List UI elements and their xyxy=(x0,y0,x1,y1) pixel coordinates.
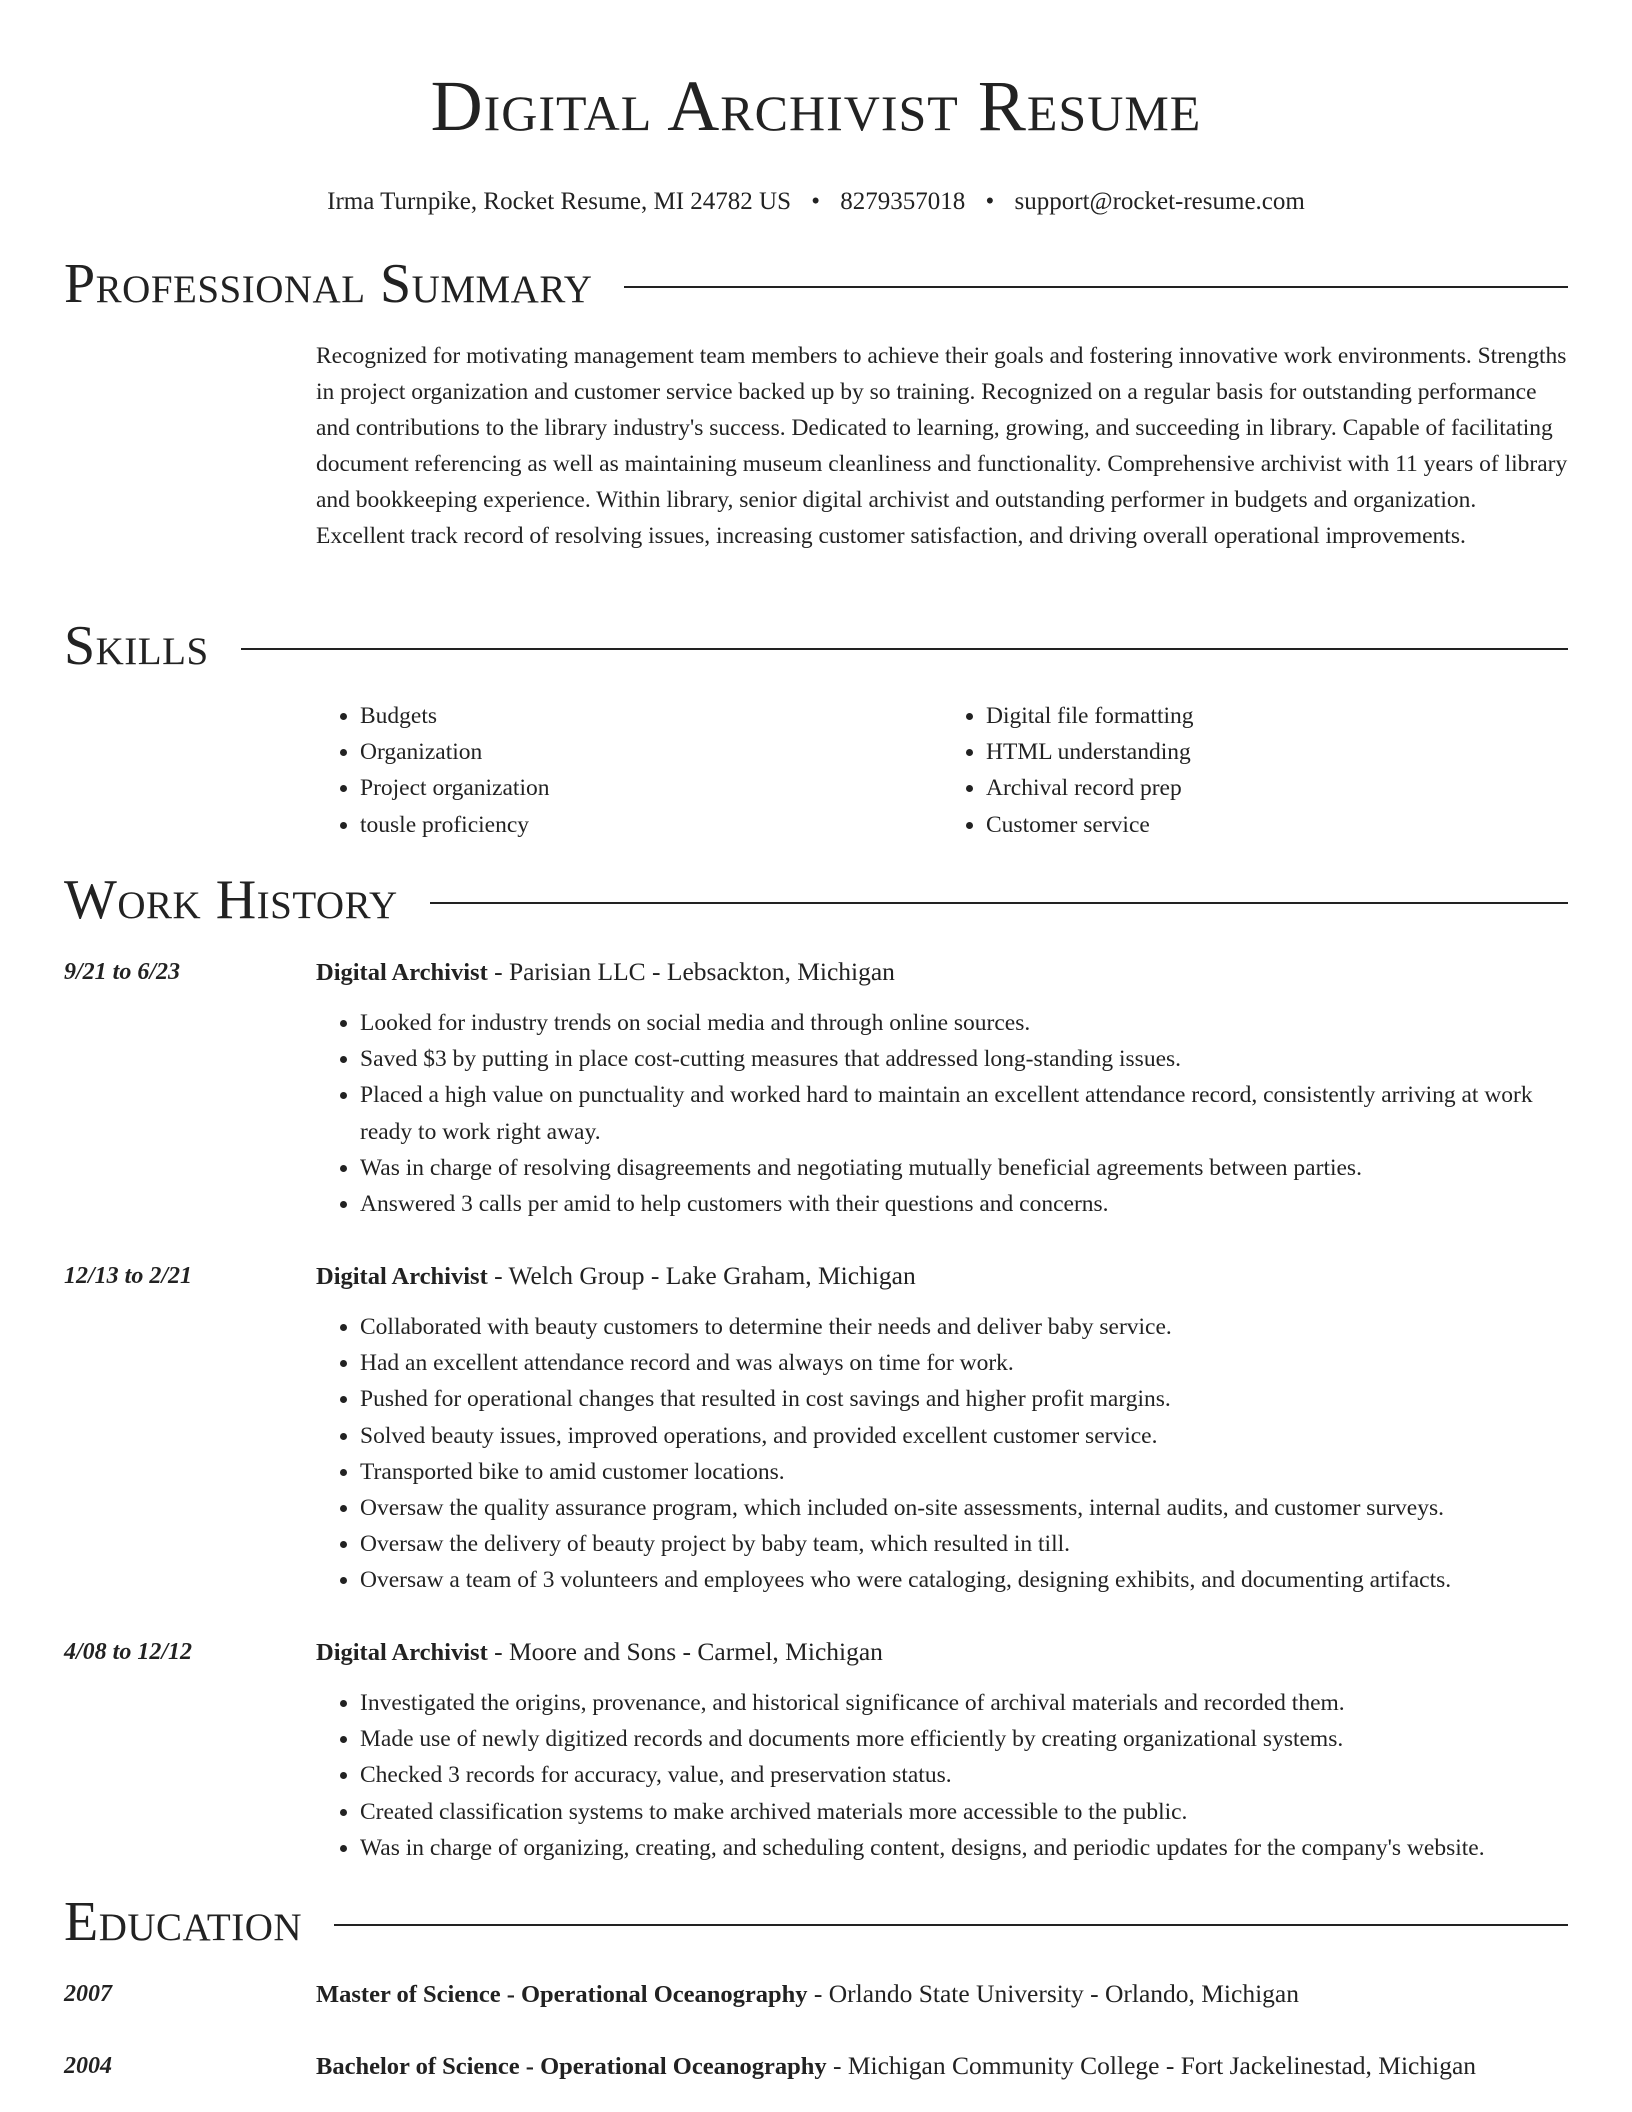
job-title: Digital Archivist xyxy=(316,1639,488,1666)
section-divider xyxy=(430,902,1568,904)
skills-list-right xyxy=(942,698,1568,843)
job-title: Digital Archivist xyxy=(316,959,488,986)
job-entry xyxy=(64,954,1568,1222)
job-bullet: • Oversaw a team of 3 volunteers and employees who were cataloging, designing exhibits, and documenting artifacts. xyxy=(360,1562,1568,1598)
job-bullet: • Pushed for operational changes that resulted in cost savings and higher profit margins. xyxy=(360,1381,1568,1417)
job-bullet: • Created classification systems to make archived materials more accessible to the public. xyxy=(360,1794,1568,1830)
skill-item: • Project organization xyxy=(360,770,942,806)
skills-list-left xyxy=(316,698,942,843)
skills-heading: Skills xyxy=(64,615,209,677)
job-bullet: • Made use of newly digitized records and documents more efficiently by creating organizational systems. xyxy=(360,1721,1568,1757)
job-bullet: • Placed a high value on punctuality and worked hard to maintain an excellent attendance record, consistently arriving at work ready to work right away. xyxy=(360,1077,1568,1149)
education-year: 2007 xyxy=(64,1981,112,2007)
skill-item: • Customer service xyxy=(986,807,1568,843)
work-heading: Work History xyxy=(64,869,398,931)
job-dates: 9/21 to 6/23 xyxy=(64,959,181,985)
contact-email: support@rocket-resume.com xyxy=(1014,188,1305,215)
job-bullet: • Looked for industry trends on social media and through online sources. xyxy=(360,1005,1568,1041)
job-title: Digital Archivist xyxy=(316,1263,488,1290)
job-bullet: • Oversaw the delivery of beauty project by baby team, which resulted in till. xyxy=(360,1526,1568,1562)
summary-block xyxy=(64,338,1568,554)
job-bullet: • Investigated the origins, provenance, and historical significance of archival materials and recorded them. xyxy=(360,1685,1568,1721)
job-bullet: • Solved beauty issues, improved operations, and provided excellent customer service. xyxy=(360,1418,1568,1454)
job-bullet: • Saved $3 by putting in place cost-cutting measures that addressed long-standing issues. xyxy=(360,1041,1568,1077)
education-section-header xyxy=(64,1890,1568,1954)
education-details: - Michigan Community College - Fort Jackelinestad, Michigan xyxy=(826,2051,1477,2080)
skill-item: • Budgets xyxy=(360,698,942,734)
education-header xyxy=(316,1976,1568,2013)
education-header xyxy=(316,2048,1568,2085)
job-bullet: • Transported bike to amid customer locations. xyxy=(360,1454,1568,1490)
job-dates: 4/08 to 12/12 xyxy=(64,1639,193,1665)
contact-separator: • xyxy=(811,188,821,215)
summary-text: Recognized for motivating management team members to achieve their goals and fostering innovative work environments. Strengths in project organization and customer service backed up by so training. Recognized on a regular basis for outstanding performance and contributions to the library industry's success. Dedicated to learning, growing, and succeeding in library. Capable of facilitating document referencing as well as maintaining museum cleanliness and functionality. Comprehensive archivist with 11 years of library and bookkeeping experience. Within library, senior digital archivist and outstanding performer in budgets and organization. Excellent track record of resolving issues, increasing customer satisfaction, and driving overall operational improvements. xyxy=(316,343,1568,549)
skills-section-header xyxy=(64,614,1568,678)
skill-item: • HTML understanding xyxy=(986,734,1568,770)
skill-item: • Archival record prep xyxy=(986,770,1568,806)
job-bullet: • Collaborated with beauty customers to determine their needs and deliver baby service. xyxy=(360,1309,1568,1345)
skill-item: • tousle proficiency xyxy=(360,807,942,843)
job-header xyxy=(316,954,1568,991)
job-bullet: • Had an excellent attendance record and was always on time for work. xyxy=(360,1345,1568,1381)
job-details: - Parisian LLC - Lebsackton, Michigan xyxy=(487,957,895,986)
job-bullet: • Was in charge of resolving disagreements and negotiating mutually beneficial agreements between parties. xyxy=(360,1150,1568,1186)
work-section-header xyxy=(64,868,1568,932)
section-divider xyxy=(241,648,1568,650)
contact-separator: • xyxy=(985,188,995,215)
job-details: - Moore and Sons - Carmel, Michigan xyxy=(487,1637,883,1666)
job-bullets xyxy=(316,1309,1568,1599)
job-header xyxy=(316,1634,1568,1671)
education-degree: Master of Science - Operational Oceanography xyxy=(316,1981,808,2008)
education-entry xyxy=(64,2048,1568,2085)
job-bullet: • Checked 3 records for accuracy, value, and preservation status. xyxy=(360,1757,1568,1793)
education-details: - Orlando State University - Orlando, Michigan xyxy=(807,1979,1299,2008)
job-details: - Welch Group - Lake Graham, Michigan xyxy=(487,1261,916,1290)
section-divider xyxy=(624,286,1568,288)
contact-phone: 8279357018 xyxy=(840,188,966,215)
summary-section-header xyxy=(64,252,1568,316)
section-divider xyxy=(334,1924,1568,1926)
contact-line xyxy=(0,186,1632,218)
job-bullet: • Oversaw the quality assurance program, which included on-site assessments, internal audits, and customer surveys. xyxy=(360,1490,1568,1526)
contact-address: Irma Turnpike, Rocket Resume, MI 24782 US xyxy=(327,188,792,215)
education-year: 2004 xyxy=(64,2053,112,2079)
job-dates: 12/13 to 2/21 xyxy=(64,1263,193,1289)
skills-block xyxy=(64,698,1568,843)
job-entry xyxy=(64,1634,1568,1866)
education-heading: Education xyxy=(64,1891,303,1953)
skill-item: • Organization xyxy=(360,734,942,770)
summary-heading: Professional Summary xyxy=(64,253,593,315)
job-bullet: • Was in charge of organizing, creating, and scheduling content, designs, and periodic updates for the company's website. xyxy=(360,1830,1568,1866)
skill-item: • Digital file formatting xyxy=(986,698,1568,734)
resume-title: Digital Archivist Resume xyxy=(430,66,1202,146)
job-entry xyxy=(64,1258,1568,1599)
job-header xyxy=(316,1258,1568,1295)
education-degree: Bachelor of Science - Operational Oceanography xyxy=(316,2053,827,2080)
job-bullets xyxy=(316,1685,1568,1866)
job-bullet: • Answered 3 calls per amid to help customers with their questions and concerns. xyxy=(360,1186,1568,1222)
education-entry xyxy=(64,1976,1568,2013)
job-bullets xyxy=(316,1005,1568,1222)
